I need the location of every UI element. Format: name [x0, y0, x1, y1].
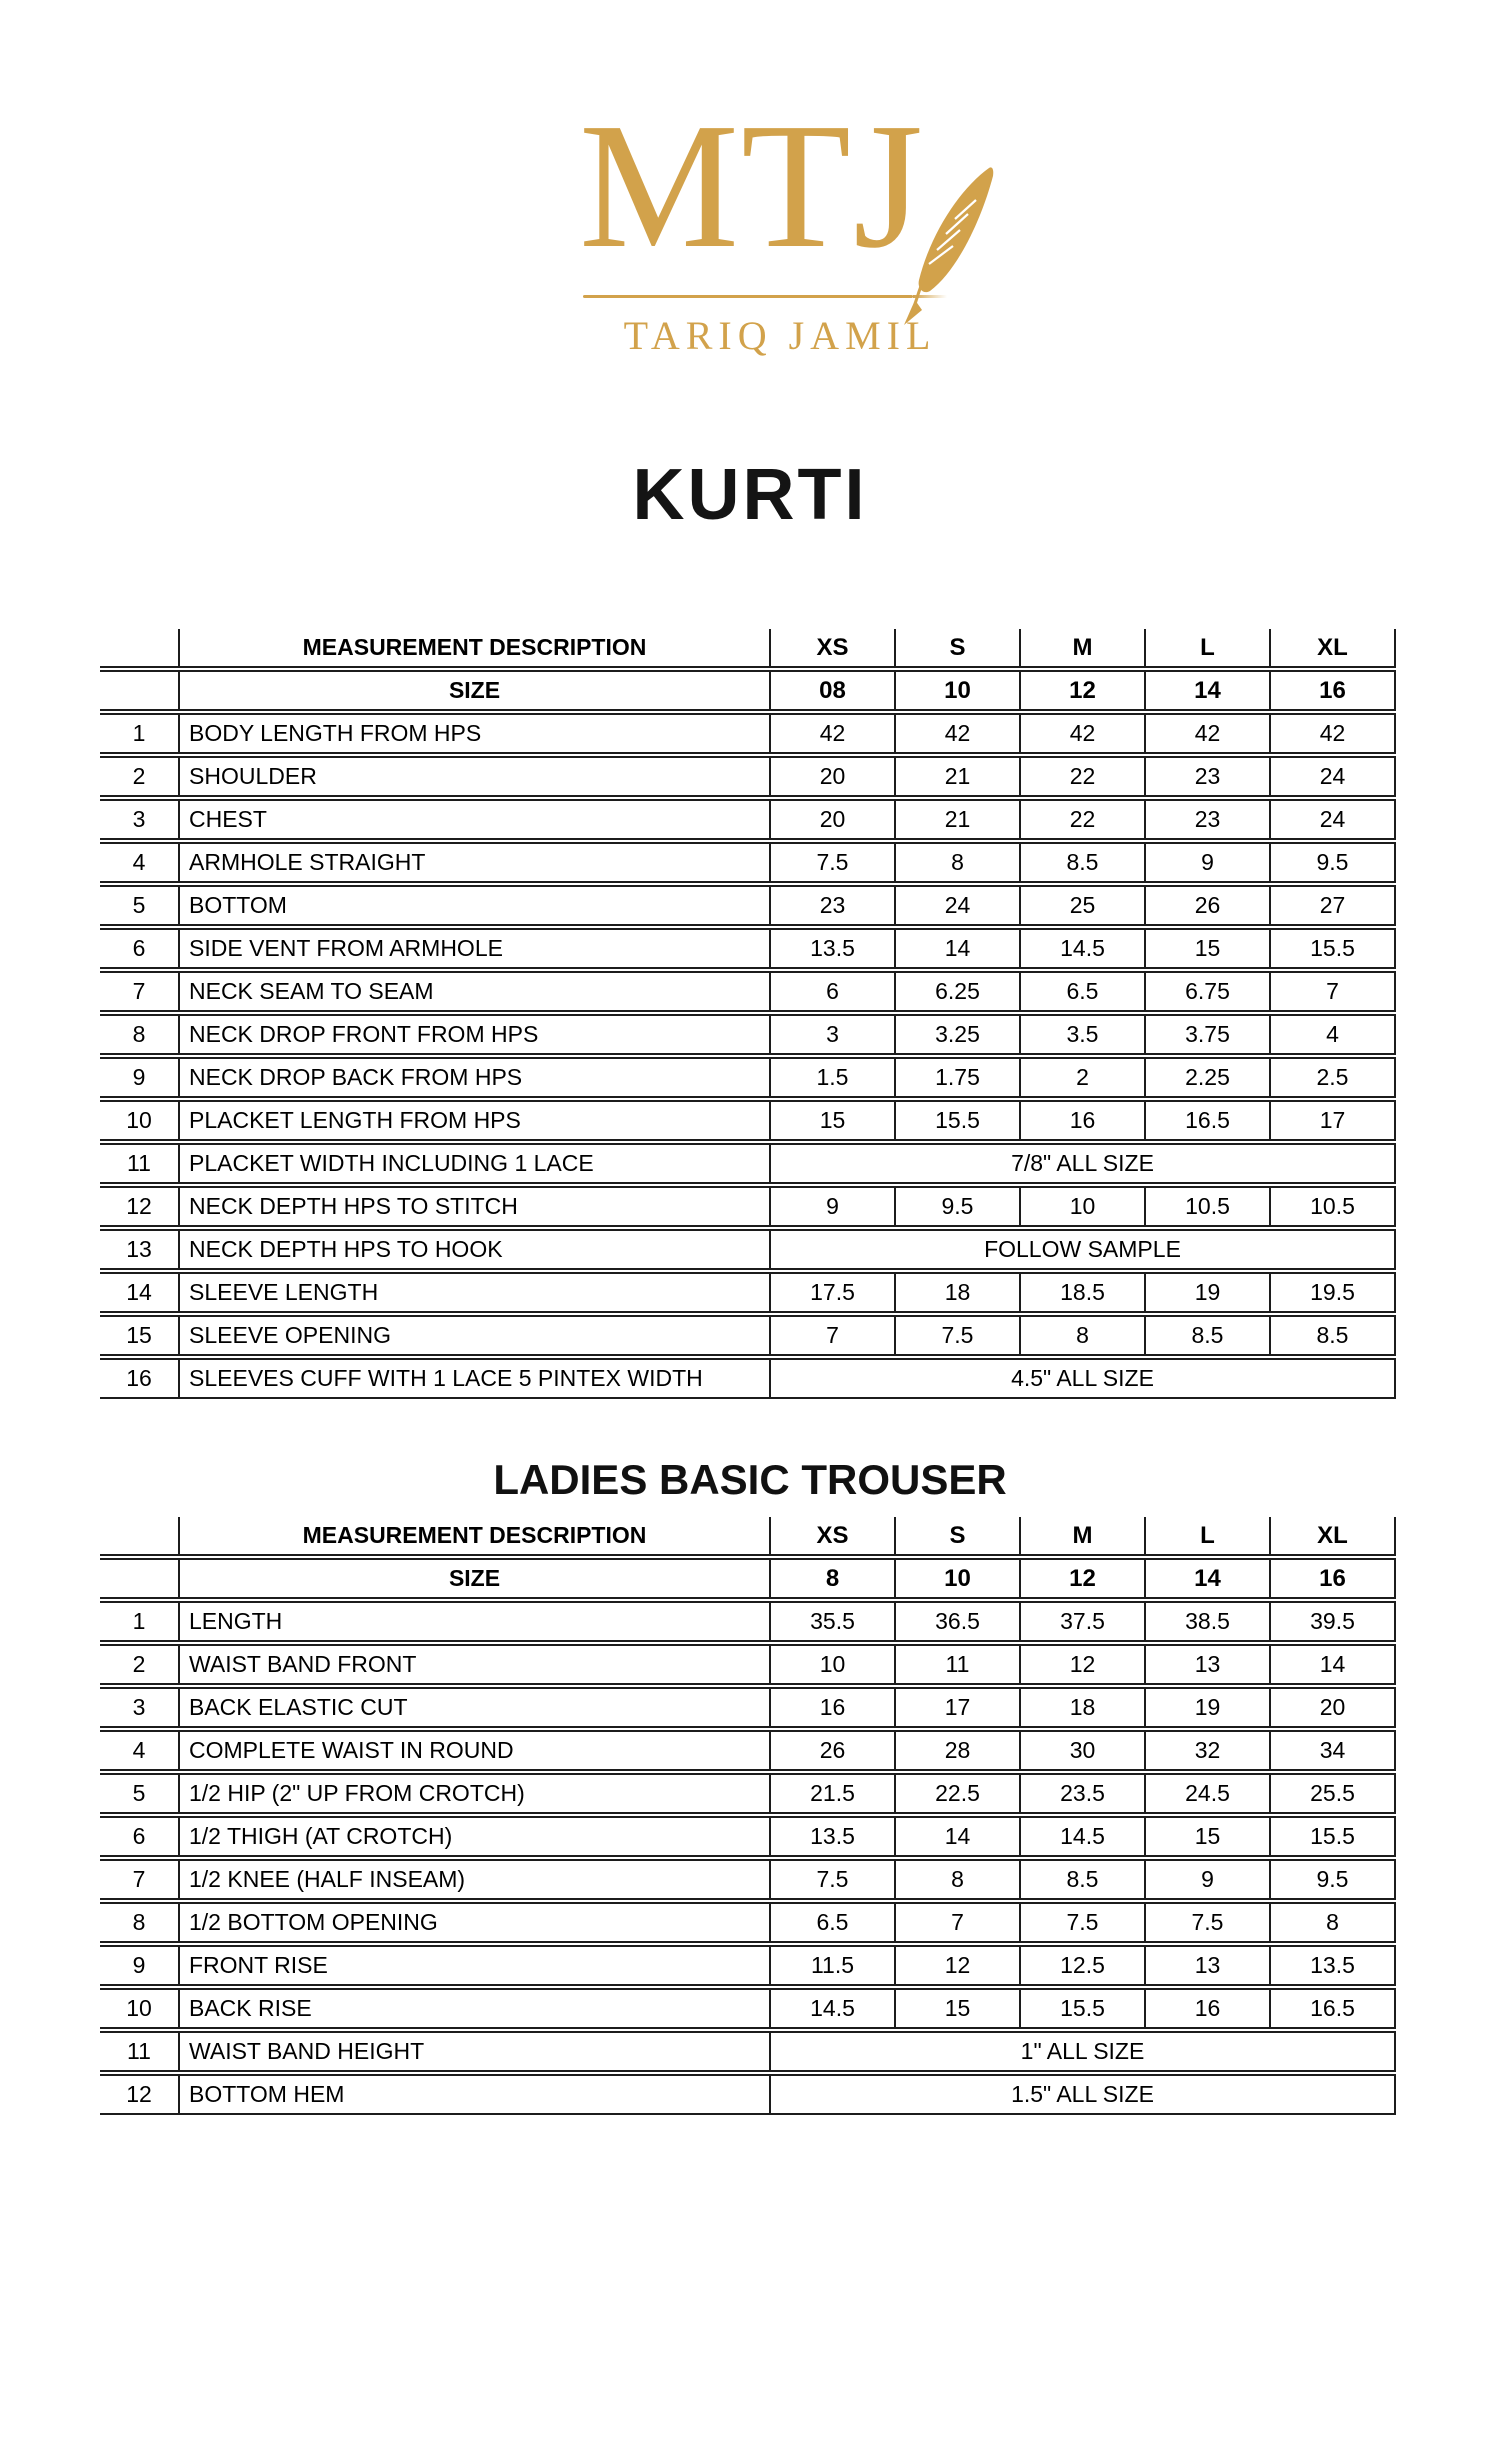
size-value-cell: 23: [1146, 756, 1271, 797]
size-value-cell: 23: [1146, 799, 1271, 840]
mtj-monogram: MTJ: [579, 86, 926, 285]
size-value-cell: 17: [896, 1687, 1021, 1728]
measurement-description-cell: BODY LENGTH FROM HPS: [180, 713, 771, 754]
measurement-description-cell: PLACKET LENGTH FROM HPS: [180, 1100, 771, 1141]
measurement-row: [100, 1057, 1396, 1098]
size-value-cell: 34: [1271, 1730, 1396, 1771]
size-row-value-cell: 14: [1146, 1558, 1271, 1599]
measurement-description-header: MEASUREMENT DESCRIPTION: [180, 629, 771, 668]
size-value-cell: 16.5: [1271, 1988, 1396, 2029]
row-number-cell: 7: [100, 971, 180, 1012]
row-number-cell: 1: [100, 1601, 180, 1642]
table-header-row: [100, 1517, 1396, 1556]
size-value-cell: 30: [1021, 1730, 1146, 1771]
logo-underline: [583, 295, 913, 298]
size-value-cell: 7.5: [1021, 1902, 1146, 1943]
row-number-cell: 16: [100, 1358, 180, 1399]
size-value-cell: 10: [771, 1644, 896, 1685]
size-column-header: L: [1146, 629, 1271, 668]
size-value-cell: 7: [896, 1902, 1021, 1943]
brand-logo: [573, 86, 987, 410]
size-value-cell: 14: [1271, 1644, 1396, 1685]
size-value-cell: 25: [1021, 885, 1146, 926]
row-number-cell: 5: [100, 1773, 180, 1814]
row-number-cell: 8: [100, 1014, 180, 1055]
size-value-cell: 9.5: [896, 1186, 1021, 1227]
size-value-cell: 15.5: [1021, 1988, 1146, 2029]
row-number-cell: 6: [100, 1816, 180, 1857]
size-value-cell: 32: [1146, 1730, 1271, 1771]
row-number-cell: 4: [100, 1730, 180, 1771]
all-size-span-cell: 4.5" ALL SIZE: [771, 1358, 1396, 1399]
measurement-row: [100, 1730, 1396, 1771]
measurement-description-cell: 1/2 HIP (2" UP FROM CROTCH): [180, 1773, 771, 1814]
size-value-cell: 26: [771, 1730, 896, 1771]
size-value-cell: 2.5: [1271, 1057, 1396, 1098]
measurement-row: [100, 1143, 1396, 1184]
size-value-cell: 35.5: [771, 1601, 896, 1642]
size-value-cell: 6.5: [771, 1902, 896, 1943]
measurement-row: [100, 1902, 1396, 1943]
measurement-row: [100, 1773, 1396, 1814]
size-value-cell: 14: [896, 928, 1021, 969]
size-column-header: XL: [1271, 1517, 1396, 1556]
trouser-section-title: LADIES BASIC TROUSER: [493, 1456, 1007, 1504]
measurement-description-cell: 1/2 BOTTOM OPENING: [180, 1902, 771, 1943]
size-value-cell: 12.5: [1021, 1945, 1146, 1986]
size-value-cell: 18.5: [1021, 1272, 1146, 1313]
measurement-row: [100, 1945, 1396, 1986]
row-number-cell: 8: [100, 1902, 180, 1943]
size-value-cell: 15: [771, 1100, 896, 1141]
size-value-cell: 20: [771, 799, 896, 840]
row-number-cell: 7: [100, 1859, 180, 1900]
size-value-cell: 42: [896, 713, 1021, 754]
measurement-description-cell: LENGTH: [180, 1601, 771, 1642]
measurement-row: [100, 2074, 1396, 2115]
size-value-cell: 13.5: [771, 1816, 896, 1857]
measurement-description-cell: ARMHOLE STRAIGHT: [180, 842, 771, 883]
size-value-cell: 8.5: [1021, 1859, 1146, 1900]
size-value-cell: 42: [1146, 713, 1271, 754]
size-value-cell: 16: [1146, 1988, 1271, 2029]
measurement-description-cell: SLEEVE OPENING: [180, 1315, 771, 1356]
size-column-header: M: [1021, 1517, 1146, 1556]
measurement-description-cell: 1/2 THIGH (AT CROTCH): [180, 1816, 771, 1857]
measurement-description-cell: SLEEVES CUFF WITH 1 LACE 5 PINTEX WIDTH: [180, 1358, 771, 1399]
all-size-span-cell: 1" ALL SIZE: [771, 2031, 1396, 2072]
size-value-cell: 18: [896, 1272, 1021, 1313]
measurement-row: [100, 1644, 1396, 1685]
row-number-cell: 12: [100, 2074, 180, 2115]
row-number-cell: [100, 670, 180, 711]
size-value-cell: 6: [771, 971, 896, 1012]
size-value-cell: 15.5: [1271, 1816, 1396, 1857]
measurement-description-cell: SLEEVE LENGTH: [180, 1272, 771, 1313]
size-value-cell: 7: [1271, 971, 1396, 1012]
measurement-description-cell: SHOULDER: [180, 756, 771, 797]
measurement-description-cell: WAIST BAND HEIGHT: [180, 2031, 771, 2072]
size-value-cell: 8.5: [1271, 1315, 1396, 1356]
measurement-row: [100, 1186, 1396, 1227]
measurement-description-cell: NECK DROP FRONT FROM HPS: [180, 1014, 771, 1055]
size-value-cell: 10.5: [1271, 1186, 1396, 1227]
size-row-value-cell: 14: [1146, 670, 1271, 711]
size-value-cell: 4: [1271, 1014, 1396, 1055]
size-value-cell: 42: [771, 713, 896, 754]
row-number-cell: 2: [100, 1644, 180, 1685]
measurement-description-cell: WAIST BAND FRONT: [180, 1644, 771, 1685]
row-number-cell: 14: [100, 1272, 180, 1313]
size-value-cell: 8: [1271, 1902, 1396, 1943]
size-value-cell: 15: [1146, 1816, 1271, 1857]
all-size-span-cell: FOLLOW SAMPLE: [771, 1229, 1396, 1270]
measurement-description-cell: NECK SEAM TO SEAM: [180, 971, 771, 1012]
all-size-span-cell: 7/8" ALL SIZE: [771, 1143, 1396, 1184]
measurement-row: [100, 1315, 1396, 1356]
measurement-row: [100, 1687, 1396, 1728]
size-value-cell: 9.5: [1271, 842, 1396, 883]
size-value-cell: 11.5: [771, 1945, 896, 1986]
size-guide-page: [0, 86, 1500, 2115]
size-column-header: S: [896, 1517, 1021, 1556]
size-value-cell: 21: [896, 756, 1021, 797]
size-value-cell: 20: [1271, 1687, 1396, 1728]
size-value-cell: 9.5: [1271, 1859, 1396, 1900]
size-row-value-cell: 10: [896, 670, 1021, 711]
size-column-header: M: [1021, 629, 1146, 668]
size-value-cell: 15.5: [1271, 928, 1396, 969]
measurement-row: [100, 1100, 1396, 1141]
size-value-cell: 26: [1146, 885, 1271, 926]
measurement-description-cell: SIDE VENT FROM ARMHOLE: [180, 928, 771, 969]
size-value-cell: 22: [1021, 799, 1146, 840]
size-value-cell: 24: [1271, 756, 1396, 797]
size-value-cell: 19: [1146, 1687, 1271, 1728]
size-row-value-cell: 8: [771, 1558, 896, 1599]
measurement-row: [100, 1988, 1396, 2029]
size-value-cell: 14.5: [771, 1988, 896, 2029]
measurement-row: [100, 885, 1396, 926]
kurti-size-table: [100, 629, 1396, 1399]
measurement-description-cell: NECK DEPTH HPS TO STITCH: [180, 1186, 771, 1227]
size-value-cell: 1.5: [771, 1057, 896, 1098]
size-value-cell: 15.5: [896, 1100, 1021, 1141]
size-value-cell: 24.5: [1146, 1773, 1271, 1814]
measurement-row: [100, 713, 1396, 754]
size-value-cell: 14.5: [1021, 1816, 1146, 1857]
size-value-cell: 23.5: [1021, 1773, 1146, 1814]
size-value-cell: 2: [1021, 1057, 1146, 1098]
size-column-header: XS: [771, 1517, 896, 1556]
size-value-cell: 42: [1021, 713, 1146, 754]
row-number-cell: [100, 629, 180, 668]
measurement-description-cell: BOTTOM: [180, 885, 771, 926]
size-value-cell: 13: [1146, 1644, 1271, 1685]
size-value-cell: 6.75: [1146, 971, 1271, 1012]
size-value-cell: 7.5: [771, 1859, 896, 1900]
quill-feather-icon: [897, 164, 1003, 332]
size-value-cell: 27: [1271, 885, 1396, 926]
size-value-cell: 23: [771, 885, 896, 926]
row-number-cell: [100, 1558, 180, 1599]
size-value-cell: 8: [896, 1859, 1021, 1900]
measurement-row: [100, 1601, 1396, 1642]
size-value-cell: 28: [896, 1730, 1021, 1771]
row-number-cell: 6: [100, 928, 180, 969]
size-value-cell: 19.5: [1271, 1272, 1396, 1313]
size-row-label: SIZE: [180, 1558, 771, 1599]
measurement-description-cell: BACK ELASTIC CUT: [180, 1687, 771, 1728]
size-value-cell: 8: [1021, 1315, 1146, 1356]
row-number-cell: 3: [100, 799, 180, 840]
page-title: KURTI: [632, 455, 868, 535]
size-value-cell: 38.5: [1146, 1601, 1271, 1642]
size-value-cell: 13.5: [771, 928, 896, 969]
size-value-cell: 7.5: [771, 842, 896, 883]
measurement-description-cell: PLACKET WIDTH INCLUDING 1 LACE: [180, 1143, 771, 1184]
size-value-cell: 9: [771, 1186, 896, 1227]
measurement-row: [100, 2031, 1396, 2072]
size-value-cell: 6.5: [1021, 971, 1146, 1012]
size-row-label: SIZE: [180, 670, 771, 711]
size-value-cell: 12: [1021, 1644, 1146, 1685]
measurement-row: [100, 1229, 1396, 1270]
size-column-header: S: [896, 629, 1021, 668]
measurement-description-header: MEASUREMENT DESCRIPTION: [180, 1517, 771, 1556]
trouser-size-table: [100, 1517, 1396, 2115]
size-value-cell: 13: [1146, 1945, 1271, 1986]
measurement-description-cell: NECK DEPTH HPS TO HOOK: [180, 1229, 771, 1270]
size-row-value-cell: 12: [1021, 1558, 1146, 1599]
size-row: [100, 1558, 1396, 1599]
size-value-cell: 13.5: [1271, 1945, 1396, 1986]
size-value-cell: 9: [1146, 1859, 1271, 1900]
size-value-cell: 12: [896, 1945, 1021, 1986]
size-value-cell: 39.5: [1271, 1601, 1396, 1642]
row-number-cell: 2: [100, 756, 180, 797]
measurement-row: [100, 1014, 1396, 1055]
size-value-cell: 36.5: [896, 1601, 1021, 1642]
size-value-cell: 24: [896, 885, 1021, 926]
measurement-row: [100, 756, 1396, 797]
size-value-cell: 7: [771, 1315, 896, 1356]
size-value-cell: 1.75: [896, 1057, 1021, 1098]
size-value-cell: 20: [771, 756, 896, 797]
size-value-cell: 8: [896, 842, 1021, 883]
size-value-cell: 16: [1021, 1100, 1146, 1141]
row-number-cell: 15: [100, 1315, 180, 1356]
measurement-description-cell: CHEST: [180, 799, 771, 840]
size-value-cell: 10: [1021, 1186, 1146, 1227]
size-value-cell: 18: [1021, 1687, 1146, 1728]
size-value-cell: 15: [896, 1988, 1021, 2029]
size-value-cell: 3: [771, 1014, 896, 1055]
size-value-cell: 17: [1271, 1100, 1396, 1141]
size-value-cell: 6.25: [896, 971, 1021, 1012]
size-value-cell: 22: [1021, 756, 1146, 797]
size-value-cell: 9: [1146, 842, 1271, 883]
size-row-value-cell: 12: [1021, 670, 1146, 711]
size-row-value-cell: 16: [1271, 1558, 1396, 1599]
measurement-row: [100, 928, 1396, 969]
row-number-cell: 10: [100, 1100, 180, 1141]
size-value-cell: 8.5: [1146, 1315, 1271, 1356]
size-column-header: L: [1146, 1517, 1271, 1556]
size-value-cell: 22.5: [896, 1773, 1021, 1814]
size-value-cell: 17.5: [771, 1272, 896, 1313]
size-value-cell: 3.75: [1146, 1014, 1271, 1055]
size-value-cell: 16: [771, 1687, 896, 1728]
size-value-cell: 7.5: [1146, 1902, 1271, 1943]
size-value-cell: 21: [896, 799, 1021, 840]
size-row-value-cell: 08: [771, 670, 896, 711]
size-value-cell: 16.5: [1146, 1100, 1271, 1141]
measurement-description-cell: COMPLETE WAIST IN ROUND: [180, 1730, 771, 1771]
size-value-cell: 42: [1271, 713, 1396, 754]
size-value-cell: 21.5: [771, 1773, 896, 1814]
size-value-cell: 2.25: [1146, 1057, 1271, 1098]
measurement-row: [100, 971, 1396, 1012]
size-value-cell: 14: [896, 1816, 1021, 1857]
row-number-cell: 9: [100, 1945, 180, 1986]
row-number-cell: 12: [100, 1186, 180, 1227]
measurement-description-cell: BOTTOM HEM: [180, 2074, 771, 2115]
all-size-span-cell: 1.5" ALL SIZE: [771, 2074, 1396, 2115]
row-number-cell: [100, 1517, 180, 1556]
measurement-row: [100, 842, 1396, 883]
row-number-cell: 13: [100, 1229, 180, 1270]
size-value-cell: 10.5: [1146, 1186, 1271, 1227]
row-number-cell: 9: [100, 1057, 180, 1098]
size-value-cell: 15: [1146, 928, 1271, 969]
size-row-value-cell: 10: [896, 1558, 1021, 1599]
row-number-cell: 10: [100, 1988, 180, 2029]
size-value-cell: 7.5: [896, 1315, 1021, 1356]
size-value-cell: 3.5: [1021, 1014, 1146, 1055]
measurement-row: [100, 799, 1396, 840]
size-value-cell: 8.5: [1021, 842, 1146, 883]
row-number-cell: 1: [100, 713, 180, 754]
size-value-cell: 37.5: [1021, 1601, 1146, 1642]
measurement-row: [100, 1816, 1396, 1857]
size-row-value-cell: 16: [1271, 670, 1396, 711]
row-number-cell: 11: [100, 2031, 180, 2072]
measurement-row: [100, 1859, 1396, 1900]
row-number-cell: 3: [100, 1687, 180, 1728]
size-column-header: XL: [1271, 629, 1396, 668]
row-number-cell: 4: [100, 842, 180, 883]
measurement-description-cell: NECK DROP BACK FROM HPS: [180, 1057, 771, 1098]
size-value-cell: 24: [1271, 799, 1396, 840]
size-row: [100, 670, 1396, 711]
size-value-cell: 11: [896, 1644, 1021, 1685]
measurement-description-cell: BACK RISE: [180, 1988, 771, 2029]
row-number-cell: 11: [100, 1143, 180, 1184]
row-number-cell: 5: [100, 885, 180, 926]
measurement-description-cell: 1/2 KNEE (HALF INSEAM): [180, 1859, 771, 1900]
size-column-header: XS: [771, 629, 896, 668]
table-header-row: [100, 629, 1396, 668]
measurement-row: [100, 1358, 1396, 1399]
size-value-cell: 19: [1146, 1272, 1271, 1313]
size-value-cell: 25.5: [1271, 1773, 1396, 1814]
brand-name: TARIQ JAMIL: [623, 313, 937, 358]
size-value-cell: 3.25: [896, 1014, 1021, 1055]
measurement-description-cell: FRONT RISE: [180, 1945, 771, 1986]
measurement-row: [100, 1272, 1396, 1313]
size-value-cell: 14.5: [1021, 928, 1146, 969]
